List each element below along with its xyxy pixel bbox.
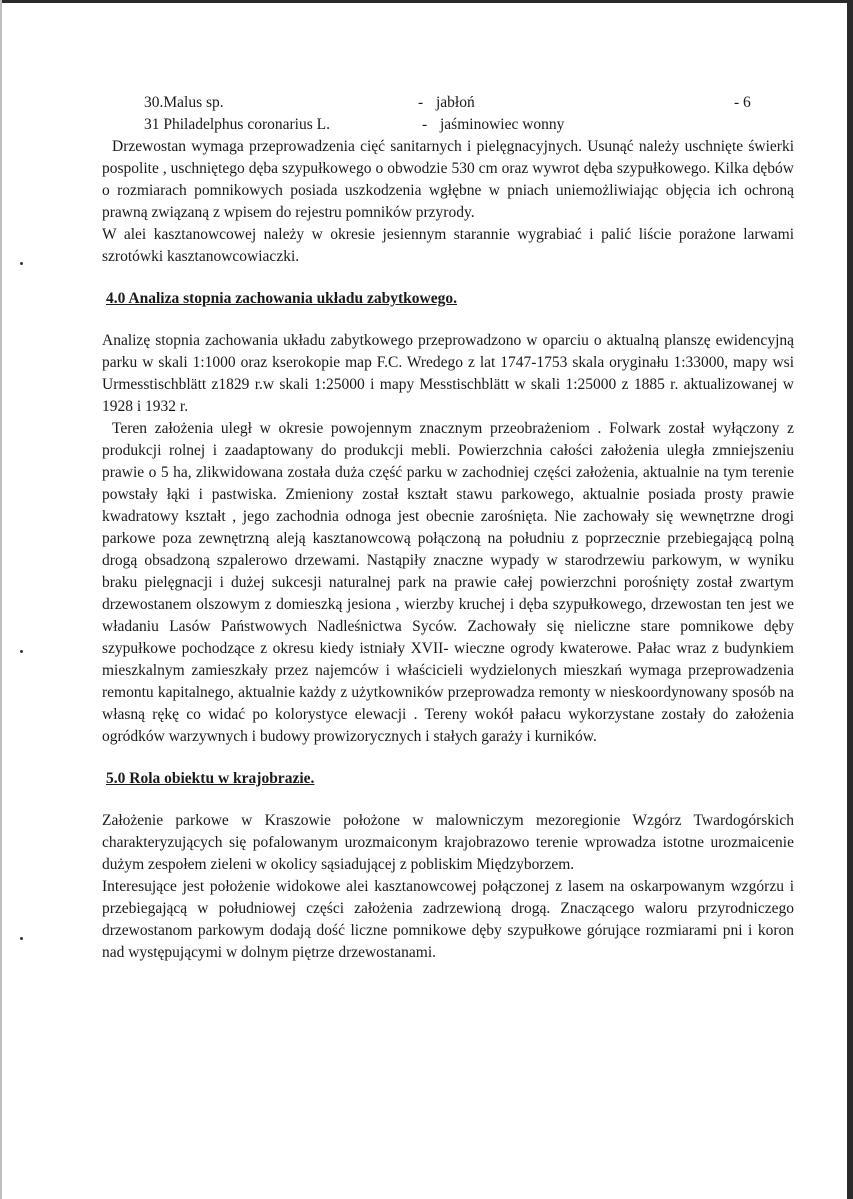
species-latin: 30.Malus sp.: [144, 94, 224, 111]
species-polish: jabłoń: [436, 94, 475, 111]
paragraph: Teren założenia uległ w okresie powojennym znacznym przeobrażeniom . Folwark został wyłączony z produkcji rolnej i zaadaptowany do produkcji mebli. Powierzchnia całości założenia uległa zmniejszeniu prawie o 5 ha, zlikwidowana została duża część parku w zachodniej części założenia, aktualnie na tym terenie powstały łąki i pastwiska. Zmieniony został kształt stawu parkowego, aktualnie posiada prosty prawie kwadratowy kształt , jego zachodnia odnoga jest obecnie zarośnięta. Nie zachowały się wewnętrzne drogi parkowe poza zewnętrzną aleją kasztanowcową połączoną na południu z poprzecznie przebiegającą polną drogą obsadzoną szpalerowo drzewami. Nastąpiły znaczne wypady w starodrzewiu parkowym, w wyniku braku pielęgnacji i dużej sukcesji naturalnej park na prawie całej powierzchni porośnięty został zwartym drzewostanem olszowym z domieszką jesiona , wierzby kruchej i dęba szypułkowego, drzewostan ten jest we władaniu Lasów Państwowych Nadleśnictwa Syców. Zachowały się nieliczne stare pomnikowe dęby szypułkowe pochodzące z okresu kiedy istniały XVII- wieczne ogrody kwaterowe. Pałac wraz z budynkiem mieszkalnym zamieszkały przez najemców i właścicieli wydzielonych mieszkań wymaga przeprowadzenia remontu kapitalnego, aktualnie każdy z użytkowników przeprowadza remonty w nieskoordynowany sposób na własną rękę co widać po kolorystyce elewacji . Tereny wokół pałacu wykorzystane zostały do założenia ogródków warzywnych i budowy prowizorycznych i stałych garaży i kurników.: [102, 420, 794, 745]
paragraph: Interesujące jest położenie widokowe alei kasztanowcowej połączonej z lasem na oskarpowanym wzgórzu i przebiegającą w południowej części założenia zadrzewioną drogą. Znaczącego waloru przyrodniczego drzewostanom parkowym dodają dość liczne pomnikowe dęby szypułkowe górujące rozmiarami pni i koron nad występującymi w dolnym piętrze drzewostanami.: [102, 878, 794, 961]
scan-speck: [20, 937, 23, 940]
species-dash: -: [418, 94, 424, 111]
species-dash: -: [422, 116, 428, 133]
paragraph: Założenie parkowe w Kraszowie położone w malowniczym mezoregionie Wzgórz Twardogórskich charakteryzujących się pofalowanym urozmaiconym krajobrazowo terenie wprowadza istotne urozmaicenie dużym zespołem zieleni w okolicy sąsiadującej z pobliskim Międzyborzem.: [102, 812, 794, 873]
scan-left-edge: [0, 0, 2, 1199]
paragraph: Drzewostan wymaga przeprowadzenia cięć sanitarnych i pielęgnacyjnych. Usunąć należy uschnięte świerki pospolite , uschniętego dęba szypułkowego o obwodzie 530 cm oraz wywrot dęba szypułkowego. Kilka dębów o rozmiarach pomnikowych posiada uszkodzenia wgłębne w pniach uniemożliwiając objęcia ich ochroną prawną związaną z wpisem do rejestru pomników przyrody.: [102, 138, 794, 221]
species-polish: jaśminowiec wonny: [440, 116, 565, 133]
document-page: [102, 92, 794, 964]
section-heading: 5.0 Rola obiektu w krajobrazie.: [106, 770, 315, 787]
scan-right-edge: [847, 0, 853, 1199]
species-list-item: [102, 114, 794, 136]
scan-speck: [20, 262, 23, 265]
scan-top-edge: [0, 0, 853, 3]
species-latin: 31 Philadelphus coronarius L.: [144, 116, 330, 133]
species-list-item: [102, 92, 794, 114]
section-heading: 4.0 Analiza stopnia zachowania układu zabytkowego.: [106, 290, 457, 307]
paragraph: W alei kasztanowcowej należy w okresie jesiennym starannie wygrabiać i palić liście porażone larwami szrotówki kasztanowcowiaczki.: [102, 226, 794, 265]
scan-speck: [20, 650, 23, 653]
paragraph: Analizę stopnia zachowania układu zabytkowego przeprowadzono w oparciu o aktualną planszę ewidencyjną parku w skali 1:1000 oraz kserokopie map F.C. Wredego z lat 1747-1753 skala oryginału 1:33000, mapy wsi Urmesstischblätt z1829 r.w skali 1:25000 i mapy Messtischblätt w skali 1:25000 z 1885 r. aktualizowanej w 1928 i 1932 r.: [102, 332, 794, 415]
page-number: - 6: [734, 94, 751, 111]
